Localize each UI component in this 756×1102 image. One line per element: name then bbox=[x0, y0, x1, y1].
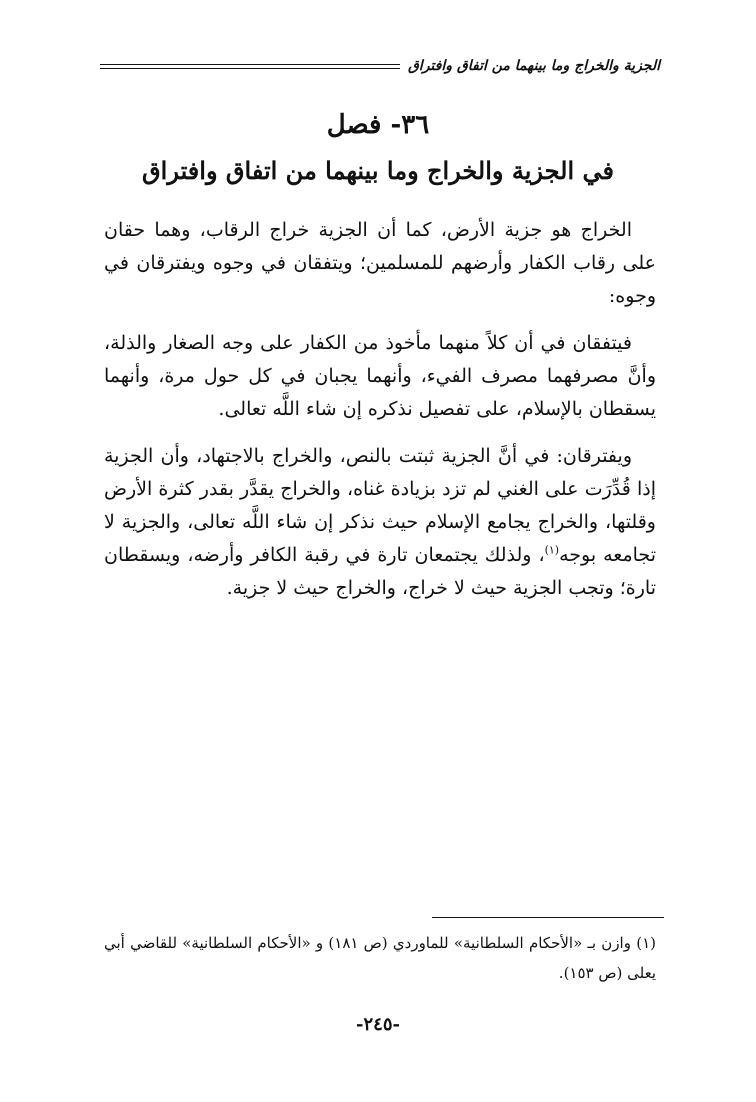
footnote-separator bbox=[432, 917, 664, 918]
footnote-1: (١) وازن بـ «الأحكام السلطانية» للماوردي (ص ١٨١) و «الأحكام السلطانية» للقاضي أبي يعلى (ص ١٥٣). bbox=[104, 934, 656, 982]
paragraph-1: الخراج هو جزية الأرض، كما أن الجزية خراج الرقاب، وهما حقان على رقاب الكفار وأرضهم للمسلمين؛ ويتفقان في وجوه ويفترقان في وجوه: bbox=[104, 219, 656, 307]
body-text bbox=[104, 214, 656, 619]
chapter-subtitle: في الجزية والخراج وما بينهما من اتفاق وافتراق bbox=[142, 156, 614, 185]
chapter-title: ٣٦- فصل bbox=[326, 110, 430, 140]
paragraph-3-head: ويفترقان: في أنَّ الجزية ثبتت بالنص، والخراج بالاجتهاد، وأن الجزية إذا قُدِّرَت على الغني لم تزد بزيادة غناه، والخراج يقدَّر بقدر كثرة الأرض وقلتها، والخراج يجامع الإسلام حيث نذكر إن شاء اللَّه تعالى، والجزية لا تجامعه بوجه bbox=[104, 445, 656, 566]
footnote-reference[interactable]: (١) bbox=[544, 543, 560, 557]
paragraph-3-tail: ، ولذلك يجتمعان تارة في رقبة الكافر وأرضه، ويسقطان تارة؛ وتجب الجزية حيث لا خراج، والخراج حيث لا جزية. bbox=[104, 544, 656, 599]
header-double-rule bbox=[100, 64, 400, 69]
footnote bbox=[104, 928, 656, 988]
paragraph-3 bbox=[104, 440, 656, 605]
running-title: الجزية والخراج وما بينهما من اتفاق وافتراق bbox=[407, 58, 660, 74]
running-header bbox=[100, 54, 660, 78]
page-number: -٢٤٥- bbox=[356, 1014, 400, 1035]
paragraph-2: فيتفقان في أن كلاً منهما مأخوذ من الكفار على وجه الصغار والذلة، وأنَّ مصرفهما مصرف الفيء، وأنهما يجبان في كل حول مرة، وأنهما يسقطان بالإسلام، على تفصيل نذكره إن شاء اللَّه تعالى. bbox=[104, 332, 656, 420]
